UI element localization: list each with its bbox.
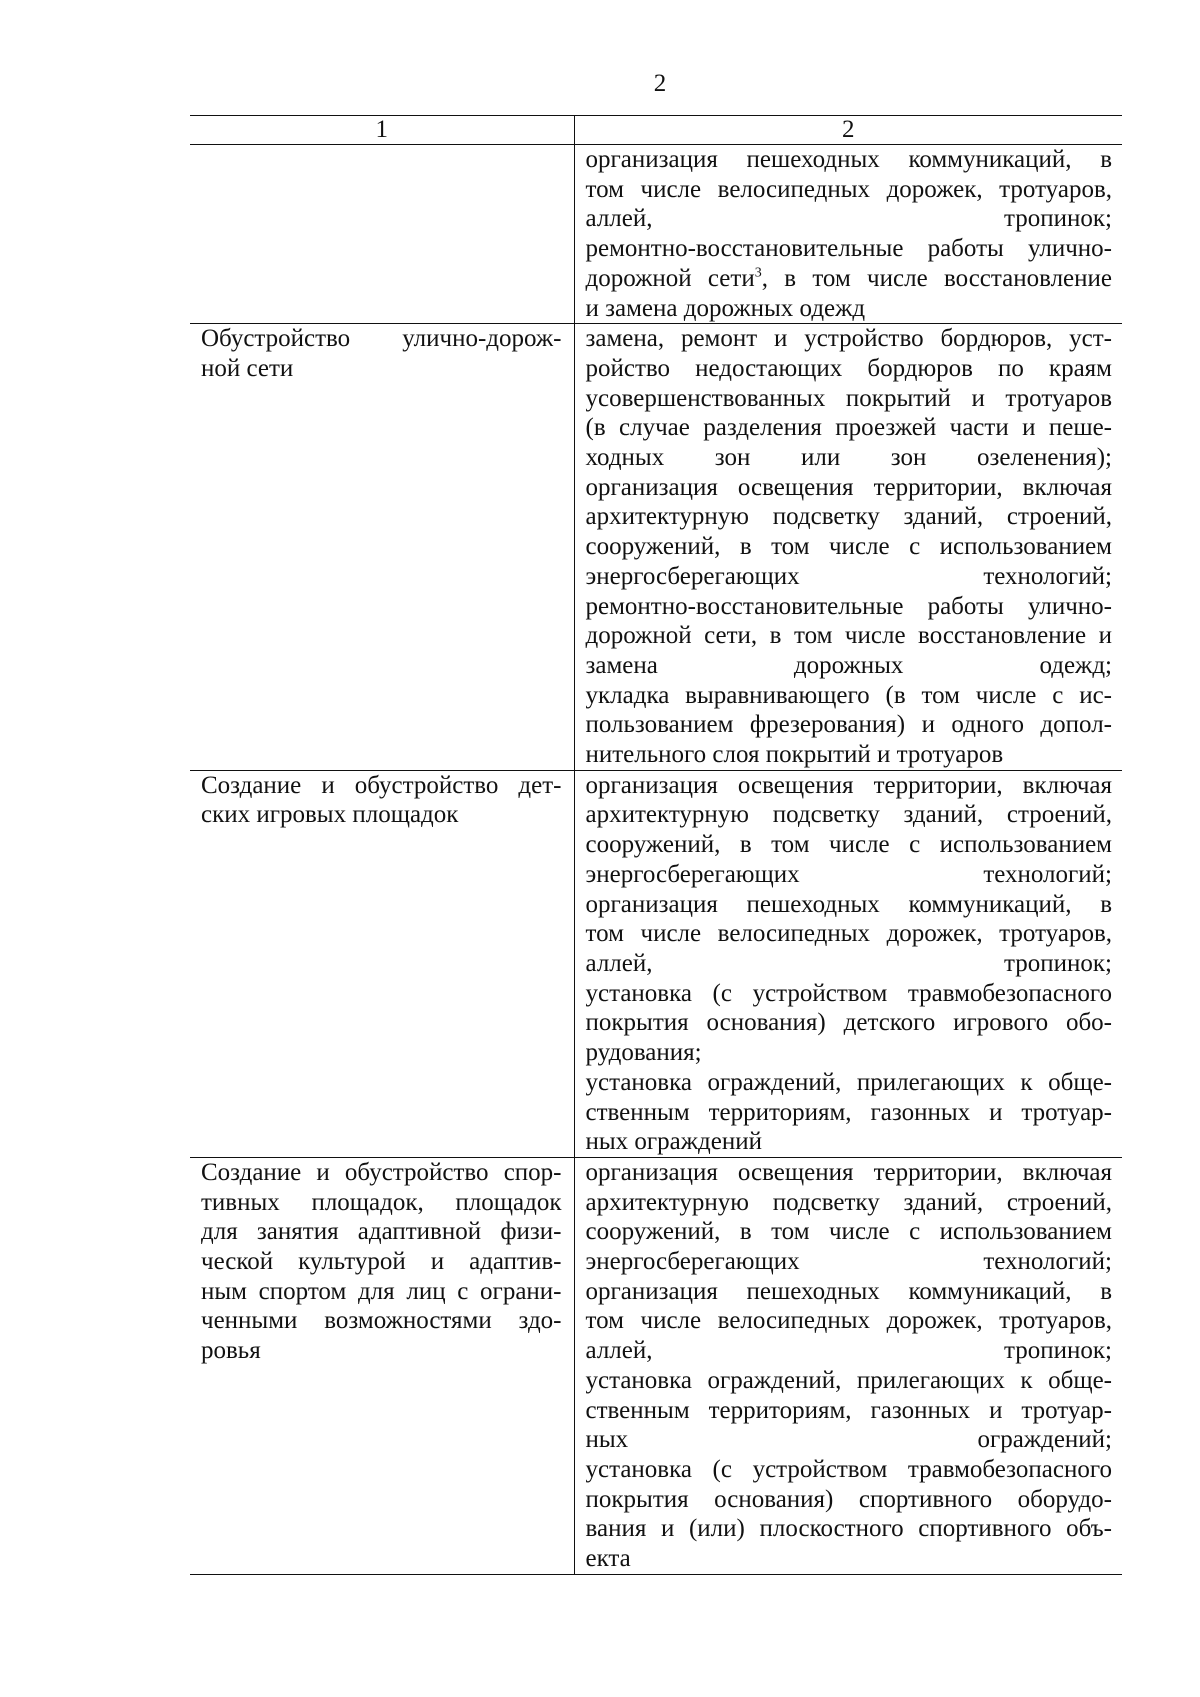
text-line: ных ограждений; xyxy=(585,1426,1112,1454)
work-type-text xyxy=(190,1158,574,1366)
text-line: установка ограждений, прилегающих к обще- xyxy=(585,1068,1112,1096)
table-cell-work-list xyxy=(574,145,1122,324)
table-cell-work-list xyxy=(574,770,1122,1157)
text-line: ных ограждений xyxy=(585,1128,763,1156)
text-line: замена, ремонт и устройство бордюров, уст- xyxy=(585,325,1112,353)
table-cell-work-type xyxy=(190,145,574,324)
text-line: замена дорожных одежд; xyxy=(585,651,1112,679)
text-line: ходных зон или зон озеленения); xyxy=(585,444,1112,472)
text-line: том числе велосипедных дорожек, тротуаров, xyxy=(585,1307,1112,1335)
page-number: 2 xyxy=(653,70,667,97)
text-line: энергосберегающих технологий; xyxy=(585,562,1112,590)
text-line: сооружений, в том числе с использованием xyxy=(585,1218,1112,1246)
work-list-text xyxy=(575,145,1123,323)
text-line: пользованием фрезерования) и одного допол- xyxy=(585,711,1112,739)
text-line: архитектурную подсветку зданий, строений, xyxy=(585,801,1112,829)
text-line: энергосберегающих технологий; xyxy=(585,1248,1112,1276)
text-line: Обустройство улично-дорож- xyxy=(201,325,562,353)
text-line: организация освещения территории, включая xyxy=(585,473,1112,501)
text-line: ских игровых площадок xyxy=(201,801,459,829)
text-line: установка (с устройством травмобезопасного xyxy=(585,1455,1112,1483)
text-line: аллей, тропинок; xyxy=(585,949,1112,977)
text-line: нительного слоя покрытий и тротуаров xyxy=(585,741,1004,769)
footnote-marker: 3 xyxy=(754,265,762,281)
table-cell-work-list xyxy=(574,1157,1122,1574)
text-line: аллей, тропинок; xyxy=(585,1337,1112,1365)
text-line: усовершенствованных покрытий и тротуаров xyxy=(585,384,1112,412)
text-line: сооружений, в том числе с использованием xyxy=(585,533,1112,561)
text-line: для занятия адаптивной физи- xyxy=(201,1218,562,1246)
text-line: ченными возможностями здо- xyxy=(201,1307,562,1335)
table-cell-work-type xyxy=(190,1157,574,1574)
text-line: дорожной сети, в том числе восстановление и xyxy=(585,622,1112,650)
work-list-text xyxy=(575,324,1123,770)
text-line: ственным территориям, газонных и тротуар- xyxy=(585,1098,1112,1126)
text-line: вания и (или) плоскостного спортивного объ- xyxy=(585,1515,1112,1543)
text-line: екта xyxy=(585,1545,631,1573)
text-line: ремонтно-восстановительные работы улично- xyxy=(585,592,1112,620)
work-type-text xyxy=(190,771,574,830)
text-line: организация пешеходных коммуникаций, в xyxy=(585,890,1112,918)
table-row xyxy=(190,1157,1122,1574)
text-line: установка (с устройством травмобезопасного xyxy=(585,979,1112,1007)
table-row xyxy=(190,145,1122,324)
text-line: организация пешеходных коммуникаций, в xyxy=(585,146,1112,173)
text-line: тивных площадок, площадок xyxy=(201,1188,562,1216)
text-line: ственным территориям, газонных и тротуар- xyxy=(585,1396,1112,1424)
text-line: том числе велосипедных дорожек, тротуаров, xyxy=(585,175,1112,203)
text-line: ровья xyxy=(201,1337,261,1365)
table-cell-work-type xyxy=(190,324,574,771)
text-line: организация освещения территории, включая xyxy=(585,771,1112,799)
text-line: архитектурную подсветку зданий, строений, xyxy=(585,503,1112,531)
text-line: том числе велосипедных дорожек, тротуаров, xyxy=(585,920,1112,948)
text-line: сооружений, в том числе с использованием xyxy=(585,831,1112,859)
text-line: организация пешеходных коммуникаций, в xyxy=(585,1277,1112,1305)
text-line: установка ограждений, прилегающих к обще- xyxy=(585,1366,1112,1394)
text-line: Создание и обустройство дет- xyxy=(201,771,562,799)
text-line: ческой культурой и адаптив- xyxy=(201,1248,562,1276)
column-header-2: 2 xyxy=(574,116,1122,145)
text-line: ным спортом для лиц с ограни- xyxy=(201,1277,562,1305)
text-line: покрытия основания) спортивного оборудо- xyxy=(585,1485,1112,1513)
content-table xyxy=(190,115,1122,1575)
work-list-text xyxy=(575,1158,1123,1574)
text-line: ной сети xyxy=(201,354,294,382)
text-line: покрытия основания) детского игрового обо- xyxy=(585,1009,1112,1037)
text-line: ройство недостающих бордюров по краям xyxy=(585,354,1112,382)
table-row xyxy=(190,770,1122,1157)
text-line: аллей, тропинок; xyxy=(585,205,1112,233)
work-type-text xyxy=(190,324,574,383)
text-line: Создание и обустройство спор- xyxy=(201,1158,562,1186)
text-line: ремонтно-восстановительные работы улично- xyxy=(585,235,1112,263)
text-line: организация освещения территории, включая xyxy=(585,1158,1112,1186)
table-cell-work-list xyxy=(574,324,1122,771)
text-line: укладка выравнивающего (в том числе с ис- xyxy=(585,681,1112,709)
table-body xyxy=(190,145,1122,1575)
text-line: архитектурную подсветку зданий, строений, xyxy=(585,1188,1112,1216)
text-line: энергосберегающих технологий; xyxy=(585,860,1112,888)
work-list-text xyxy=(575,771,1123,1157)
table-row xyxy=(190,324,1122,771)
text-line: рудования; xyxy=(585,1039,702,1067)
column-header-1: 1 xyxy=(190,116,574,145)
text-line: дорожной сети$^3$, в том числе восстановление xyxy=(585,264,1112,292)
text-line: и замена дорожных одежд xyxy=(585,294,866,322)
table-cell-work-type xyxy=(190,770,574,1157)
text-line: (в случае разделения проезжей части и пеше- xyxy=(585,414,1112,442)
table-header-row xyxy=(190,116,1122,145)
